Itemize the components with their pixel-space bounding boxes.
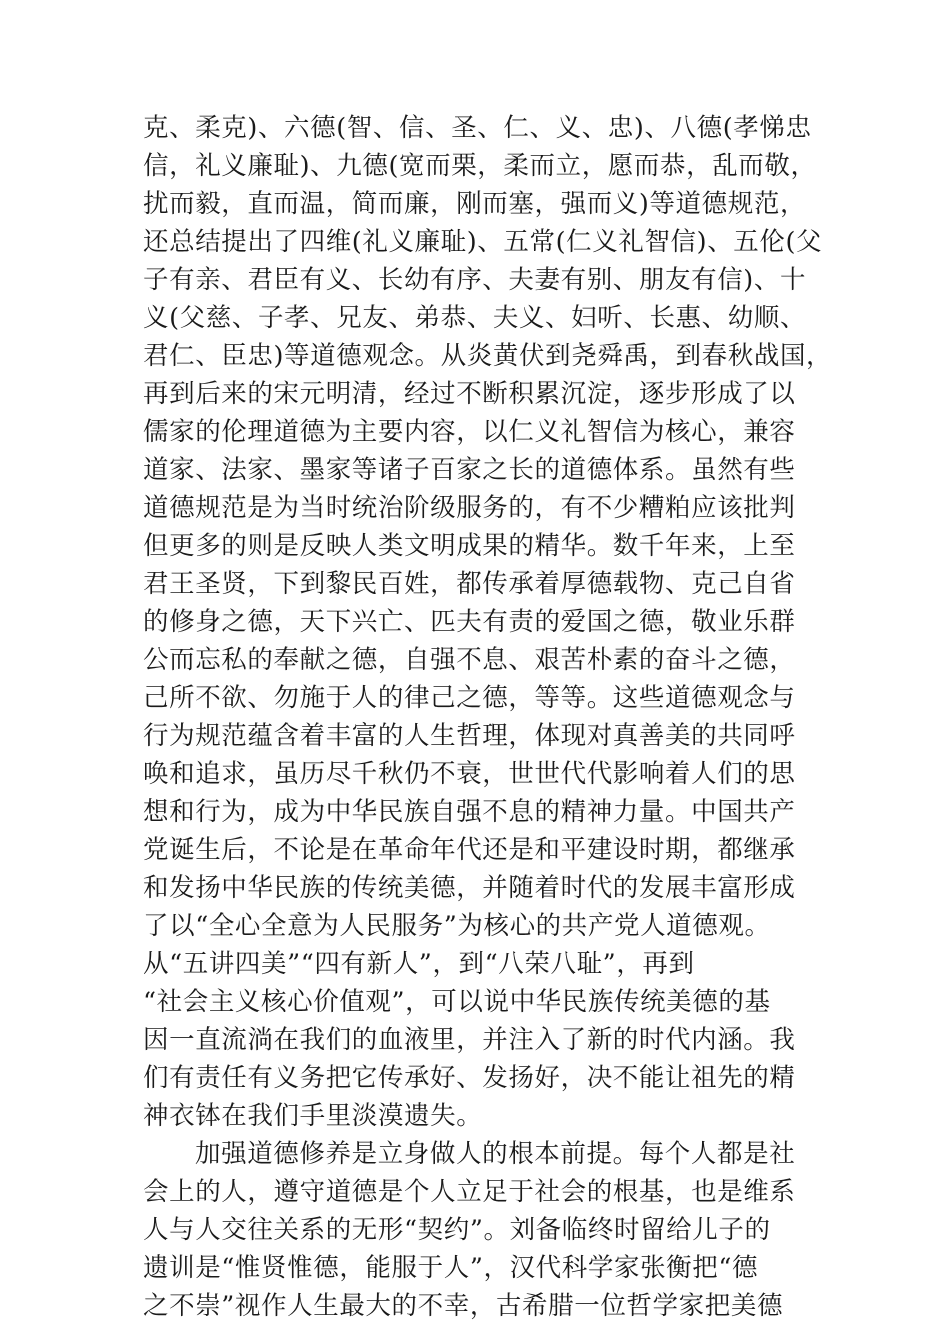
text-line: 子有亲、君臣有义、长幼有序、夫妻有别、朋友有信)、十 bbox=[143, 265, 807, 295]
text-line: 想和行为，成为中华民族自强不息的精神力量。中国共产 bbox=[143, 797, 796, 827]
text-line: 儒家的伦理道德为主要内容，以仁义礼智信为核心，兼容 bbox=[143, 417, 796, 447]
text-line: 神衣钵在我们手里淡漠遗失。 bbox=[143, 1101, 483, 1131]
text-line: 还总结提出了四维(礼义廉耻)、五常(仁义礼智信)、五伦(父 bbox=[143, 227, 823, 257]
text-line: 己所不欲、勿施于人的律己之德，等等。这些道德观念与 bbox=[143, 683, 796, 713]
text-line: 义(父慈、子孝、兄友、弟恭、夫义、妇听、长惠、幼顺、 bbox=[143, 303, 807, 333]
text-line: 因一直流淌在我们的血液里，并注入了新的时代内涵。我 bbox=[143, 1025, 796, 1055]
text-line: 和发扬中华民族的传统美德，并随着时代的发展丰富形成 bbox=[143, 873, 796, 903]
text-line: 道德规范是为当时统治阶级服务的，有不少糟粕应该批判 bbox=[143, 493, 796, 523]
text-line: 了以“全心全意为人民服务”为核心的共产党人道德观。 bbox=[143, 911, 771, 941]
text-line: 扰而毅，直而温，简而廉，刚而塞，强而义)等道德规范， bbox=[143, 189, 807, 219]
text-line: 君王圣贤，下到黎民百姓，都传承着厚德载物、克己自省 bbox=[143, 569, 796, 599]
text-line: 君仁、臣忠)等道德观念。从炎黄伏到尧舜禹，到春秋战国， bbox=[143, 341, 833, 371]
text-line: 会上的人，遵守道德是个人立足于社会的根基，也是维系 bbox=[143, 1177, 796, 1207]
text-line: 但更多的则是反映人类文明成果的精华。数千年来，上至 bbox=[143, 531, 796, 561]
text-line: 行为规范蕴含着丰富的人生哲理，体现对真善美的共同呼 bbox=[143, 721, 796, 751]
text-line: 的修身之德，天下兴亡、匹夫有责的爱国之德，敬业乐群 bbox=[143, 607, 796, 637]
text-line: 党诞生后，不论是在革命年代还是和平建设时期，都继承 bbox=[143, 835, 796, 865]
text-line: “社会主义核心价值观”，可以说中华民族传统美德的基 bbox=[143, 987, 771, 1017]
text-line: 从“五讲四美”“四有新人”，到“八荣八耻”，再到 bbox=[143, 949, 695, 979]
paragraph-start-line: 加强道德修养是立身做人的根本前提。每个人都是社 bbox=[195, 1139, 796, 1169]
text-line: 唤和追求，虽历尽千秋仍不衰，世世代代影响着人们的思 bbox=[143, 759, 796, 789]
text-line: 再到后来的宋元明清，经过不断积累沉淀，逐步形成了以 bbox=[143, 379, 796, 409]
text-line: 们有责任有义务把它传承好、发扬好，决不能让祖先的精 bbox=[143, 1063, 796, 1093]
body-text bbox=[143, 109, 833, 1325]
text-line: 公而忘私的奉献之德，自强不息、艰苦朴素的奋斗之德， bbox=[143, 645, 796, 675]
text-line: 之不崇”视作人生最大的不幸，古希腊一位哲学家把美德 bbox=[143, 1291, 784, 1321]
text-line: 遗训是“惟贤惟德，能服于人”，汉代科学家张衡把“德 bbox=[143, 1253, 759, 1283]
text-line: 人与人交往关系的无形“契约”。刘备临终时留给儿子的 bbox=[143, 1215, 771, 1245]
text-line: 信，礼义廉耻)、九德(宽而栗，柔而立，愿而恭，乱而敬， bbox=[143, 151, 817, 181]
text-line: 道家、法家、墨家等诸子百家之长的道德体系。虽然有些 bbox=[143, 455, 796, 485]
text-line: 克、柔克)、六德(智、信、圣、仁、义、忠)、八德(孝悌忠 bbox=[143, 113, 812, 143]
